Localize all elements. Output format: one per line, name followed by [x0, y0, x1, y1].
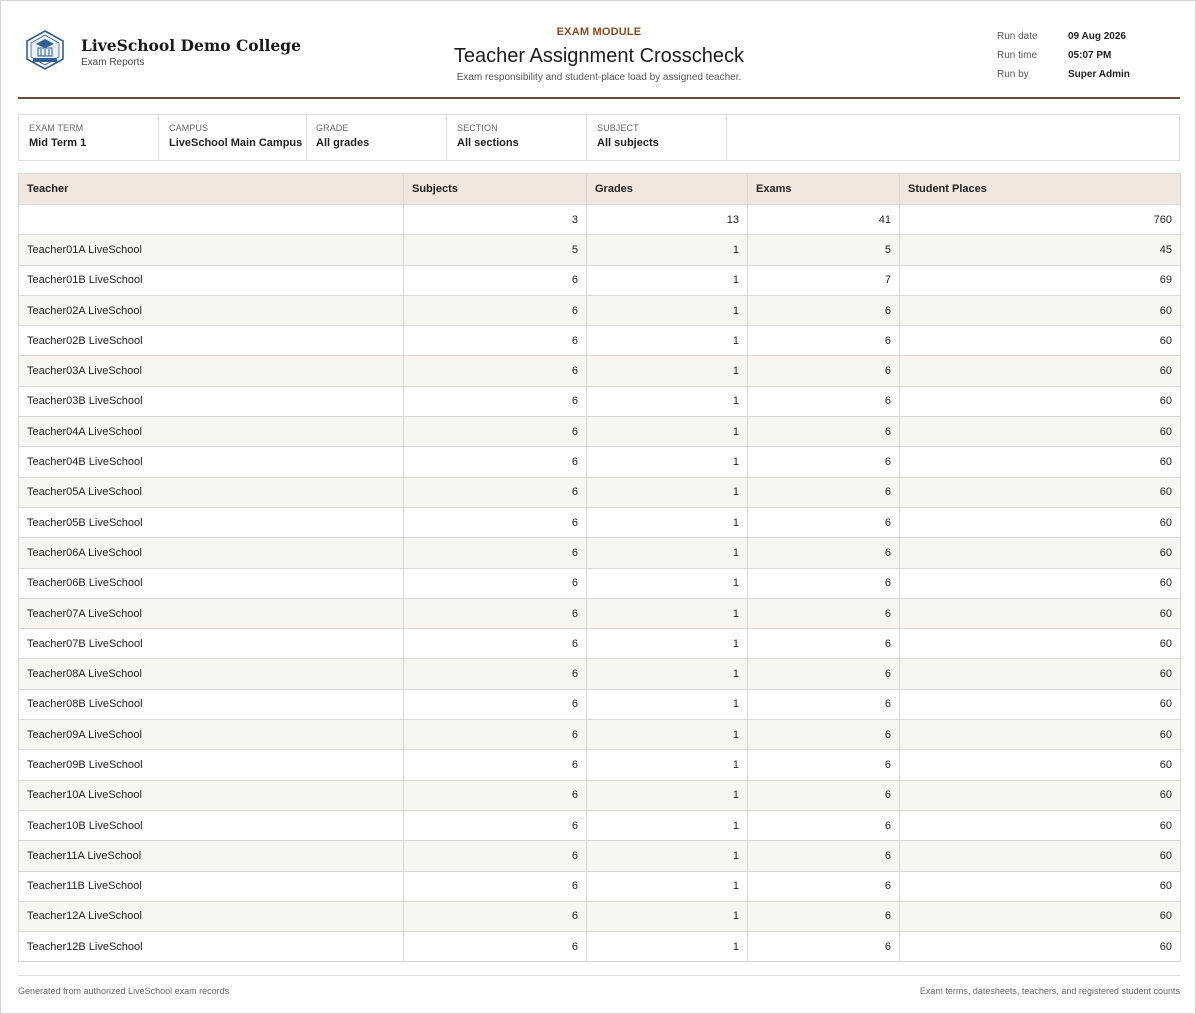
- run-by-value: Super Admin: [1068, 69, 1130, 80]
- column-header-teacher: Teacher: [19, 174, 404, 205]
- table-cell: 6: [404, 720, 587, 750]
- footer-left-text: Generated from authorized LiveSchool exam records: [18, 986, 230, 996]
- table-cell: 6: [748, 932, 900, 962]
- table-cell: 6: [404, 659, 587, 689]
- table-cell: 60: [900, 841, 1181, 871]
- table-cell: 6: [404, 932, 587, 962]
- filter-section: [447, 115, 587, 160]
- table-cell: 1: [587, 598, 748, 628]
- table-row: [19, 689, 1181, 719]
- table-cell: 6: [748, 629, 900, 659]
- teacher-name-cell: Teacher12A LiveSchool: [19, 901, 404, 931]
- table-cell: 6: [748, 780, 900, 810]
- table-row: [19, 780, 1181, 810]
- table-cell: 6: [748, 477, 900, 507]
- table-header-row: [19, 174, 1181, 205]
- table-cell: 6: [404, 356, 587, 386]
- table-cell: 1: [587, 386, 748, 416]
- table-cell: 6: [748, 538, 900, 568]
- table-cell: 6: [404, 295, 587, 325]
- table-cell: 60: [900, 507, 1181, 537]
- totals-cell: [19, 205, 404, 235]
- column-header-grades: Grades: [587, 174, 748, 205]
- table-cell: 60: [900, 689, 1181, 719]
- table-cell: 60: [900, 932, 1181, 962]
- table-cell: 60: [900, 810, 1181, 840]
- teacher-name-cell: Teacher11A LiveSchool: [19, 841, 404, 871]
- teacher-name-cell: Teacher07B LiveSchool: [19, 629, 404, 659]
- table-row: [19, 356, 1181, 386]
- table-row: [19, 871, 1181, 901]
- table-row: [19, 841, 1181, 871]
- run-date-row: [997, 27, 1130, 46]
- table-cell: 6: [748, 689, 900, 719]
- table-cell: 69: [900, 265, 1181, 295]
- table-cell: 1: [587, 750, 748, 780]
- filter-value: All grades: [316, 137, 370, 149]
- run-time-value: 05:07 PM: [1068, 50, 1112, 61]
- table-cell: 6: [748, 386, 900, 416]
- table-row: [19, 417, 1181, 447]
- table-cell: 6: [404, 871, 587, 901]
- table-cell: 6: [404, 538, 587, 568]
- table-cell: 6: [404, 447, 587, 477]
- table-cell: 60: [900, 780, 1181, 810]
- table-row: [19, 538, 1181, 568]
- table-cell: 45: [900, 235, 1181, 265]
- module-label: EXAM MODULE: [556, 26, 642, 38]
- table-body: [19, 205, 1181, 962]
- totals-cell: 3: [404, 205, 587, 235]
- filter-bar: [18, 114, 1180, 161]
- org-subtitle: Exam Reports: [81, 57, 145, 68]
- table-cell: 1: [587, 780, 748, 810]
- table-cell: 60: [900, 477, 1181, 507]
- table-cell: 6: [748, 356, 900, 386]
- filter-label: SECTION: [457, 123, 498, 133]
- report-header: [18, 1, 1180, 99]
- crosscheck-table-wrap: [18, 173, 1180, 962]
- table-cell: 6: [404, 750, 587, 780]
- teacher-name-cell: Teacher11B LiveSchool: [19, 871, 404, 901]
- teacher-name-cell: Teacher02A LiveSchool: [19, 295, 404, 325]
- table-cell: 6: [404, 265, 587, 295]
- teacher-name-cell: Teacher09B LiveSchool: [19, 750, 404, 780]
- table-row: [19, 326, 1181, 356]
- teacher-name-cell: Teacher07A LiveSchool: [19, 598, 404, 628]
- table-row: [19, 629, 1181, 659]
- run-date-label: Run date: [997, 31, 1038, 42]
- filter-label: SUBJECT: [597, 123, 639, 133]
- filter-label: CAMPUS: [169, 123, 209, 133]
- table-cell: 1: [587, 295, 748, 325]
- run-meta: [997, 27, 1130, 84]
- table-cell: 6: [404, 629, 587, 659]
- table-cell: 1: [587, 629, 748, 659]
- totals-cell: 41: [748, 205, 900, 235]
- teacher-name-cell: Teacher12B LiveSchool: [19, 932, 404, 962]
- table-cell: 6: [404, 810, 587, 840]
- table-cell: 60: [900, 659, 1181, 689]
- table-cell: 60: [900, 295, 1181, 325]
- teacher-name-cell: Teacher04A LiveSchool: [19, 417, 404, 447]
- filter-label: EXAM TERM: [29, 123, 84, 133]
- table-cell: 1: [587, 689, 748, 719]
- table-cell: 6: [404, 780, 587, 810]
- table-cell: 6: [748, 659, 900, 689]
- table-cell: 6: [404, 507, 587, 537]
- table-row: [19, 507, 1181, 537]
- table-cell: 6: [748, 810, 900, 840]
- table-row: [19, 265, 1181, 295]
- table-cell: 6: [748, 326, 900, 356]
- table-cell: 1: [587, 720, 748, 750]
- teacher-name-cell: Teacher04B LiveSchool: [19, 447, 404, 477]
- table-row: [19, 598, 1181, 628]
- report-footer: [18, 975, 1180, 996]
- teacher-name-cell: Teacher09A LiveSchool: [19, 720, 404, 750]
- filter-campus: [159, 115, 307, 160]
- totals-row: [19, 205, 1181, 235]
- table-cell: 6: [404, 477, 587, 507]
- table-cell: 60: [900, 447, 1181, 477]
- org-name: LiveSchool Demo College: [81, 36, 301, 55]
- run-by-label: Run by: [997, 69, 1029, 80]
- table-cell: 6: [748, 841, 900, 871]
- page-title: Teacher Assignment Crosscheck: [453, 45, 745, 67]
- table-cell: 60: [900, 568, 1181, 598]
- teacher-name-cell: Teacher03B LiveSchool: [19, 386, 404, 416]
- table-cell: 1: [587, 356, 748, 386]
- table-cell: 1: [587, 477, 748, 507]
- filter-label: GRADE: [316, 123, 349, 133]
- table-cell: 6: [748, 871, 900, 901]
- table-cell: 60: [900, 538, 1181, 568]
- table-row: [19, 477, 1181, 507]
- table-cell: 60: [900, 386, 1181, 416]
- teacher-name-cell: Teacher03A LiveSchool: [19, 356, 404, 386]
- table-cell: 6: [404, 417, 587, 447]
- teacher-name-cell: Teacher10B LiveSchool: [19, 810, 404, 840]
- teacher-name-cell: Teacher10A LiveSchool: [19, 780, 404, 810]
- table-cell: 6: [404, 689, 587, 719]
- table-cell: 60: [900, 871, 1181, 901]
- table-cell: 1: [587, 447, 748, 477]
- table-cell: 1: [587, 417, 748, 447]
- table-cell: 6: [404, 901, 587, 931]
- teacher-name-cell: Teacher08B LiveSchool: [19, 689, 404, 719]
- filter-subject: [587, 115, 727, 160]
- table-row: [19, 720, 1181, 750]
- table-cell: 1: [587, 568, 748, 598]
- table-cell: 1: [587, 235, 748, 265]
- table-cell: 5: [404, 235, 587, 265]
- table-cell: 6: [748, 750, 900, 780]
- table-cell: 60: [900, 326, 1181, 356]
- table-cell: 1: [587, 841, 748, 871]
- filter-exam-term: [19, 115, 159, 160]
- totals-cell: 760: [900, 205, 1181, 235]
- teacher-name-cell: Teacher05B LiveSchool: [19, 507, 404, 537]
- teacher-name-cell: Teacher01B LiveSchool: [19, 265, 404, 295]
- table-cell: 60: [900, 629, 1181, 659]
- table-row: [19, 901, 1181, 931]
- table-cell: 1: [587, 810, 748, 840]
- table-row: [19, 386, 1181, 416]
- table-cell: 6: [404, 386, 587, 416]
- footer-right-text: Exam terms, datesheets, teachers, and registered student counts: [919, 986, 1180, 996]
- table-cell: 6: [404, 568, 587, 598]
- table-cell: 1: [587, 326, 748, 356]
- table-cell: 6: [748, 417, 900, 447]
- crosscheck-table: [18, 173, 1181, 962]
- table-cell: 6: [748, 507, 900, 537]
- table-row: [19, 810, 1181, 840]
- table-cell: 60: [900, 750, 1181, 780]
- table-cell: 60: [900, 356, 1181, 386]
- table-row: [19, 750, 1181, 780]
- table-row: [19, 295, 1181, 325]
- table-cell: 7: [748, 265, 900, 295]
- teacher-name-cell: Teacher06A LiveSchool: [19, 538, 404, 568]
- filter-grade: [307, 115, 447, 160]
- table-cell: 6: [748, 598, 900, 628]
- run-time-row: [997, 46, 1130, 65]
- filter-value: All sections: [457, 137, 519, 149]
- filter-value: All subjects: [597, 137, 659, 149]
- column-header-student-places: Student Places: [900, 174, 1181, 205]
- run-time-label: Run time: [997, 50, 1038, 61]
- filter-value: Mid Term 1: [29, 137, 87, 149]
- teacher-name-cell: Teacher06B LiveSchool: [19, 568, 404, 598]
- page-subtitle: Exam responsibility and student-place load by assigned teacher.: [456, 72, 742, 83]
- run-by-row: [997, 65, 1130, 84]
- table-cell: 1: [587, 901, 748, 931]
- table-row: [19, 568, 1181, 598]
- table-cell: 6: [748, 447, 900, 477]
- table-cell: 5: [748, 235, 900, 265]
- column-header-exams: Exams: [748, 174, 900, 205]
- table-cell: 1: [587, 932, 748, 962]
- teacher-name-cell: Teacher01A LiveSchool: [19, 235, 404, 265]
- table-cell: 6: [404, 598, 587, 628]
- teacher-name-cell: Teacher02B LiveSchool: [19, 326, 404, 356]
- run-date-value: 09 Aug 2026: [1068, 31, 1126, 42]
- table-row: [19, 235, 1181, 265]
- table-row: [19, 932, 1181, 962]
- teacher-name-cell: Teacher08A LiveSchool: [19, 659, 404, 689]
- filter-value: LiveSchool Main Campus: [169, 137, 303, 149]
- table-cell: 6: [748, 295, 900, 325]
- column-header-subjects: Subjects: [404, 174, 587, 205]
- table-cell: 60: [900, 417, 1181, 447]
- table-cell: 1: [587, 659, 748, 689]
- table-row: [19, 659, 1181, 689]
- table-cell: 60: [900, 598, 1181, 628]
- table-cell: 6: [748, 720, 900, 750]
- table-cell: 1: [587, 507, 748, 537]
- table-cell: 6: [404, 841, 587, 871]
- table-row: [19, 447, 1181, 477]
- table-cell: 1: [587, 265, 748, 295]
- table-cell: 1: [587, 871, 748, 901]
- table-cell: 60: [900, 901, 1181, 931]
- table-cell: 60: [900, 720, 1181, 750]
- table-cell: 6: [404, 326, 587, 356]
- table-cell: 6: [748, 901, 900, 931]
- table-cell: 1: [587, 538, 748, 568]
- totals-cell: 13: [587, 205, 748, 235]
- teacher-name-cell: Teacher05A LiveSchool: [19, 477, 404, 507]
- table-cell: 6: [748, 568, 900, 598]
